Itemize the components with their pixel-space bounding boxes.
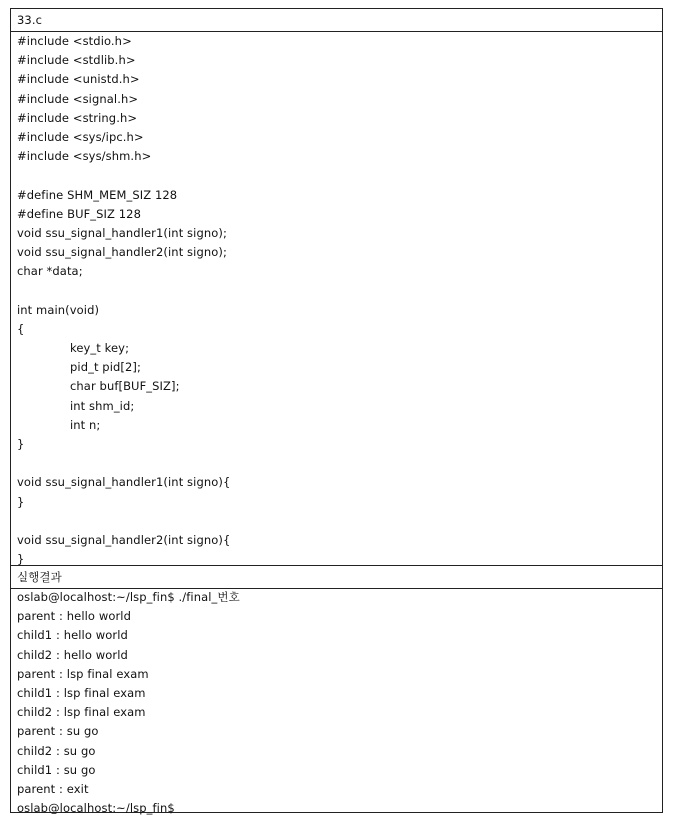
code-line: }	[17, 494, 25, 509]
code-line: int shm_id;	[70, 398, 135, 413]
output-line: child2 : hello world	[17, 647, 128, 662]
blank-code-line	[17, 512, 230, 531]
code-line: #include <unistd.h>	[17, 72, 140, 87]
output-lines	[17, 588, 240, 818]
code-line: int main(void)	[17, 302, 100, 317]
output-line: oslab@localhost:~/lsp_fin$	[17, 801, 175, 816]
output-line: parent : exit	[17, 781, 89, 796]
blank-code-line	[17, 166, 230, 185]
code-line: #include <signal.h>	[17, 91, 139, 106]
code-line: #include <string.h>	[17, 110, 138, 125]
code-line: #define BUF_SIZ 128	[17, 206, 142, 221]
blank-code-line	[17, 454, 230, 473]
code-table	[10, 8, 663, 816]
code-line: void ssu_signal_handler2(int signo);	[17, 245, 227, 260]
code-line: #include <stdio.h>	[17, 34, 132, 48]
output-line: parent : su go	[17, 724, 99, 739]
code-lines	[17, 32, 230, 569]
code-line: key_t key;	[70, 341, 130, 355]
file-title: 33.c	[17, 13, 43, 27]
output-line: parent : hello world	[17, 609, 131, 624]
output-line: oslab@localhost:~/lsp_fin$ ./final_번호	[17, 590, 240, 604]
output-line: child1 : hello world	[17, 628, 128, 643]
code-line: }	[17, 552, 25, 567]
output-line: child1 : su go	[17, 762, 96, 777]
code-line: pid_t pid[2];	[70, 360, 141, 375]
source-code-cell	[11, 32, 662, 566]
code-line: void ssu_signal_handler2(int signo){	[17, 532, 231, 547]
code-line: #include <stdlib.h>	[17, 53, 136, 68]
code-line: #include <sys/shm.h>	[17, 149, 152, 164]
file-title-row	[11, 9, 662, 32]
execution-output-cell	[11, 589, 662, 816]
blank-code-line	[17, 281, 230, 300]
code-line: {	[17, 321, 25, 336]
code-line: char *data;	[17, 264, 83, 279]
code-line: char buf[BUF_SIZ];	[70, 379, 180, 394]
code-line: }	[17, 436, 25, 451]
output-line: child2 : lsp final exam	[17, 705, 146, 720]
result-label: 실행결과	[17, 570, 62, 584]
code-line: #include <sys/ipc.h>	[17, 129, 144, 144]
result-label-row	[11, 566, 662, 589]
code-line: #define SHM_MEM_SIZ 128	[17, 187, 178, 202]
code-line: void ssu_signal_handler1(int signo);	[17, 225, 227, 240]
code-line: int n;	[70, 417, 101, 432]
output-line: parent : lsp final exam	[17, 666, 149, 681]
output-line: child2 : su go	[17, 743, 96, 758]
output-line: child1 : lsp final exam	[17, 685, 146, 700]
code-line: void ssu_signal_handler1(int signo){	[17, 475, 231, 490]
